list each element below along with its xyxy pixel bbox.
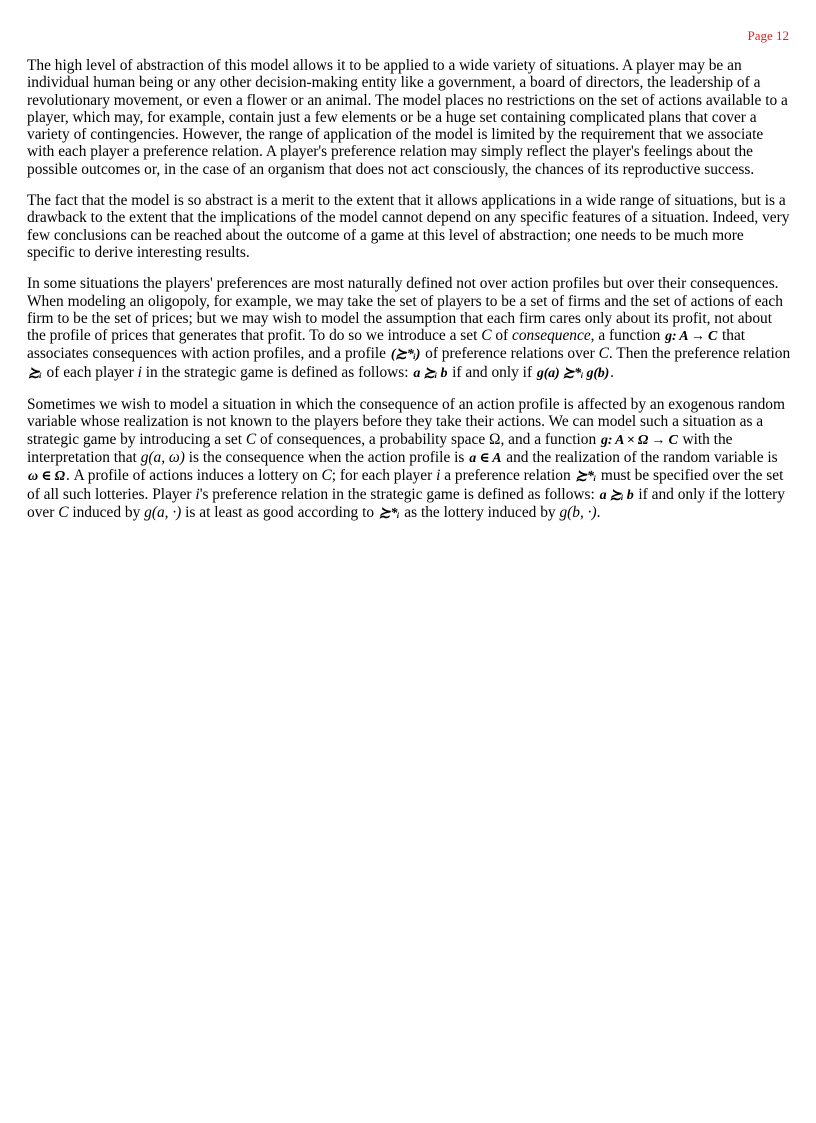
document-body <box>27 57 791 536</box>
text-run: a preference relation <box>440 467 575 485</box>
math-variable: i <box>436 467 441 485</box>
page-number: Page 12 <box>747 28 789 43</box>
text-run: . A profile of actions induces a lottery on <box>65 467 322 485</box>
text-run: that associates consequences with action profiles, and a profile <box>27 327 746 363</box>
paragraph-3 <box>27 275 791 382</box>
text-run: is the consequence when the action profile is <box>184 448 469 466</box>
math-g-a-dot: g(a, ·) <box>144 503 182 521</box>
math-a-prefers-b: a ≿ᵢ b <box>413 365 448 381</box>
text-run: , a function <box>590 327 665 345</box>
text-run: and the realization of the random variable is <box>502 448 778 466</box>
math-variable: i <box>137 363 142 381</box>
paragraph-2: The fact that the model is so abstract is a merit to the extent that it allows applications in a wide range of situations, but is a drawback to the extent that the implications of the model cannot depend on any specific features of a situation. Indeed, very few conclusions can be reached about the outcome of a game at this level of abstraction; one needs to be much more specific to derive interesting results. <box>27 192 790 261</box>
math-a-prefers-b: a ≿ᵢ b <box>599 487 634 503</box>
math-variable: C <box>58 503 69 521</box>
math-preference-profile: (≿*ᵢ) <box>390 347 421 363</box>
paragraph-1: The high level of abstraction of this model allows it to be applied to a wide variety of situations. A player may be an individual human being or any other decision-making entity like a government, a board of directors, the leadership of a revolutionary movement, or even a flower or an animal. The model places no restrictions on the set of actions available to a player, which may, for example, contain just a few elements or be a huge set containing complicated plans that cover a variety of contingencies. However, the range of application of the model is limited by the requirement that we associate with each player a preference relation. A player's preference relation may simply reflect the player's feelings about the possible outcomes or, in the case of an organism that does not act consciously, the chances of its reproductive success. <box>27 57 788 178</box>
math-g-a-omega: g(a, ω) <box>140 448 185 466</box>
math-variable: C <box>321 467 332 485</box>
text-run: 's preference relation in the strategic game is defined as follows: <box>199 485 599 503</box>
math-preference-relation: ≿ᵢ <box>28 365 42 381</box>
math-variable: C <box>245 430 257 448</box>
math-variable: i <box>195 485 200 503</box>
text-run: ; for each player <box>331 467 437 485</box>
math-omega-in-Omega: ω ∈ Ω <box>28 469 65 485</box>
text-run: In some situations the players' preferences are most naturally defined not over action profiles but over their consequences. When modeling an oligopoly, for example, we may take the set of players to be a set of firms and the set of actions of each firm to be the set of prices; but we may wish to model the assumption that each firm cares only about its profit, not about the profile of prices that generates that profit. To do so we introduce a set <box>27 275 783 345</box>
text-run: of <box>491 327 513 345</box>
text-run: if and only if <box>448 363 536 381</box>
math-ga-prefers-gb: g(a) ≿*ᵢ g(b) <box>536 365 610 381</box>
math-preference-relation-star: ≿*ᵢ <box>378 505 400 521</box>
math-a-in-A: a ∈ A <box>469 450 502 466</box>
text-run: of consequences, a probability space Ω, and a function <box>256 430 601 448</box>
text-run: . Then the preference relation <box>608 345 791 363</box>
text-run: induced by <box>68 503 145 521</box>
text-run: of preference relations over <box>421 345 599 363</box>
math-variable: C <box>481 327 492 345</box>
text-run: is at least as good according to <box>181 503 378 521</box>
text-run: . <box>610 363 614 381</box>
text-run: must be specified over the set of all such lotteries. Player <box>27 467 784 503</box>
math-g-b-dot: g(b, ·) <box>559 503 597 521</box>
math-function-g-omega: g: A × Ω → C <box>601 432 678 448</box>
text-run: . <box>596 503 601 521</box>
math-preference-relation-star: ≿*ᵢ <box>575 469 597 485</box>
text-run: if and only if the lottery over <box>27 485 785 521</box>
text-run: as the lottery induced by <box>400 503 560 521</box>
math-function-g: g: A → C <box>665 329 718 345</box>
text-run: of each player <box>42 363 138 381</box>
text-run: in the strategic game is defined as follows: <box>141 363 413 381</box>
math-variable: C <box>598 345 609 363</box>
term-consequence: consequence <box>512 327 591 345</box>
text-run: with the interpretation that <box>27 430 733 466</box>
text-run: Sometimes we wish to model a situation in which the consequence of an action profile is affected by an exogenous random variable whose realization is not known to the players before they take their actions. We can model such a situation as a strategic game by introducing a set <box>27 396 785 448</box>
paragraph-4 <box>27 396 791 522</box>
